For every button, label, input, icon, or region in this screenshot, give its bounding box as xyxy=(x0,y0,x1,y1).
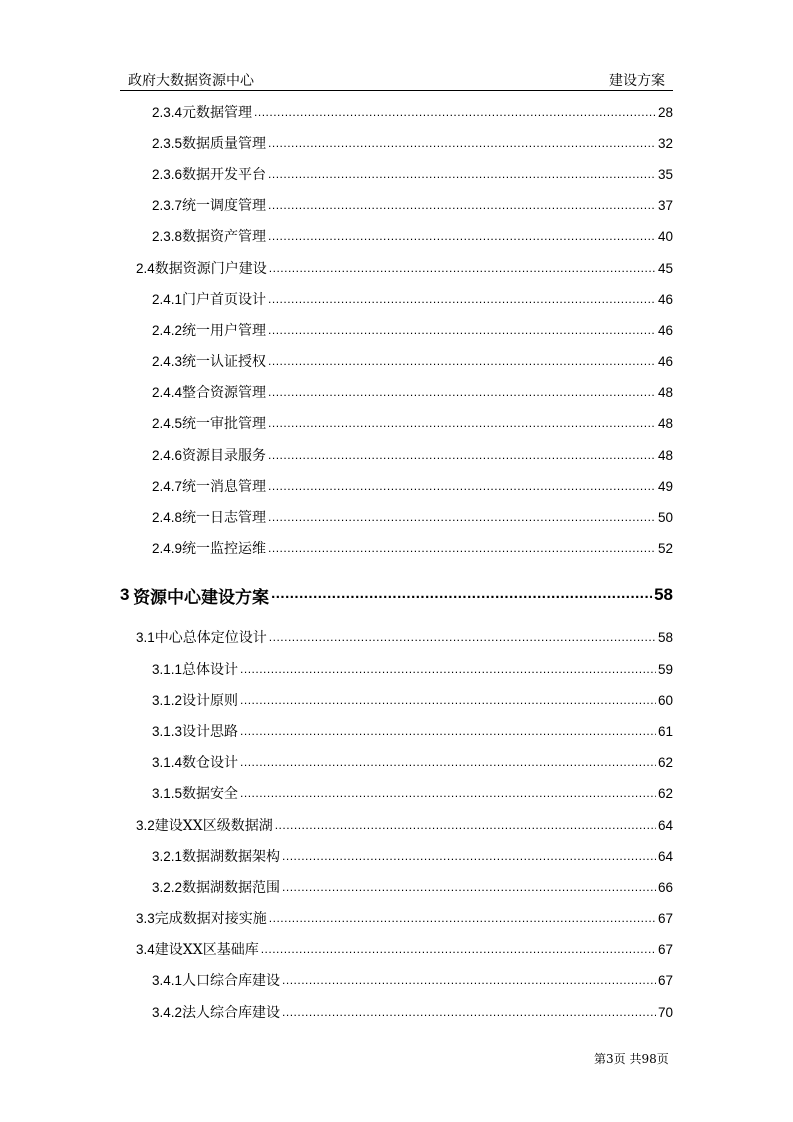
toc-dot-leader xyxy=(240,754,656,770)
toc-entry-title: 完成数据对接实施 xyxy=(154,911,267,927)
toc-entry[interactable] xyxy=(0,351,793,371)
toc-entry-title: 数据安全 xyxy=(182,786,239,802)
toc-entry-number: 3.1.3 xyxy=(152,723,183,739)
toc-entry-number: 3.1.5 xyxy=(152,785,183,801)
toc-dot-leader xyxy=(240,661,656,677)
toc-dot-leader xyxy=(268,197,656,213)
toc-entry-title: 统一监控运维 xyxy=(182,541,267,557)
toc-dot-leader xyxy=(275,817,656,833)
toc-dot-leader xyxy=(268,353,656,369)
toc-entry-page-number: 62 xyxy=(657,754,673,770)
toc-dot-leader xyxy=(269,629,656,645)
toc-dot-leader xyxy=(282,1004,656,1020)
toc-entry-title: 法人综合库建设 xyxy=(182,1005,281,1021)
toc-entry-title: 统一消息管理 xyxy=(182,479,267,495)
toc-entry[interactable] xyxy=(0,752,793,772)
toc-dot-leader xyxy=(269,910,656,926)
toc-entry-number: 3.4.1 xyxy=(152,972,183,988)
toc-entry-title: 元数据管理 xyxy=(182,105,253,121)
header-document-title: 政府大数据资源中心 xyxy=(128,73,254,89)
toc-entry-number: 2.4.6 xyxy=(152,447,183,463)
toc-dot-leader xyxy=(240,785,656,801)
toc-dot-leader xyxy=(268,478,656,494)
toc-entry-number: 2.4.3 xyxy=(152,353,183,369)
toc-entry-title: 中心总体定位设计 xyxy=(154,630,267,646)
toc-entry-title: 数据资源门户建设 xyxy=(154,261,267,277)
toc-entry-number: 2.3.4 xyxy=(152,104,183,120)
toc-entry[interactable] xyxy=(0,195,793,215)
toc-entry-page-number: 40 xyxy=(657,228,673,244)
toc-dot-leader xyxy=(269,260,656,276)
toc-entry-page-number: 49 xyxy=(657,478,673,494)
toc-entry-number: 2.4.9 xyxy=(152,540,183,556)
toc-entry[interactable] xyxy=(0,164,793,184)
toc-entry[interactable] xyxy=(0,659,793,679)
toc-entry[interactable] xyxy=(0,581,793,609)
toc-entry-page-number: 52 xyxy=(657,540,673,556)
toc-entry-page-number: 32 xyxy=(657,135,673,151)
toc-dot-leader xyxy=(240,692,656,708)
toc-entry-page-number: 64 xyxy=(657,848,673,864)
toc-entry-title: 数据质量管理 xyxy=(182,136,267,152)
toc-entry-number: 3.2.1 xyxy=(152,848,183,864)
toc-entry[interactable] xyxy=(0,320,793,340)
toc-entry-page-number: 61 xyxy=(657,723,673,739)
toc-entry-number: 2.3.7 xyxy=(152,197,183,213)
toc-entry-number: 3 xyxy=(120,585,130,604)
toc-entry-title: 资源目录服务 xyxy=(182,448,267,464)
toc-entry[interactable] xyxy=(0,538,793,558)
toc-entry-number: 2.4.1 xyxy=(152,291,183,307)
toc-entry-page-number: 67 xyxy=(657,941,673,957)
toc-dot-leader xyxy=(268,384,656,400)
toc-entry[interactable] xyxy=(0,226,793,246)
toc-entry-number: 2.3.8 xyxy=(152,228,183,244)
toc-dot-leader xyxy=(271,585,652,605)
toc-entry[interactable] xyxy=(0,507,793,527)
toc-entry-title: 总体设计 xyxy=(182,662,239,678)
toc-entry-number: 2.3.5 xyxy=(152,135,183,151)
toc-entry-number: 3.3 xyxy=(136,910,155,926)
toc-entry[interactable] xyxy=(0,939,793,959)
toc-entry-title: 数据湖数据架构 xyxy=(182,849,281,865)
toc-entry[interactable] xyxy=(0,721,793,741)
toc-entry[interactable] xyxy=(0,133,793,153)
toc-entry-title: 数据湖数据范围 xyxy=(182,880,281,896)
toc-entry-title: 统一用户管理 xyxy=(182,323,267,339)
toc-dot-leader xyxy=(268,540,656,556)
toc-entry-page-number: 50 xyxy=(657,509,673,525)
toc-entry-number: 3.2.2 xyxy=(152,879,183,895)
toc-dot-leader xyxy=(282,848,656,864)
toc-entry-number: 2.4.8 xyxy=(152,509,183,525)
toc-entry-title: 数据开发平台 xyxy=(182,167,267,183)
toc-entry[interactable] xyxy=(0,413,793,433)
toc-entry-number: 2.4.7 xyxy=(152,478,183,494)
toc-dot-leader xyxy=(268,415,656,431)
toc-entry-page-number: 45 xyxy=(657,260,673,276)
toc-entry-page-number: 66 xyxy=(657,879,673,895)
toc-entry-page-number: 58 xyxy=(654,585,673,604)
toc-entry-page-number: 46 xyxy=(657,291,673,307)
toc-entry-page-number: 48 xyxy=(657,384,673,400)
toc-entry-page-number: 35 xyxy=(657,166,673,182)
toc-entry-number: 2.4 xyxy=(136,260,155,276)
toc-entry-title: 建设XX区基础库 xyxy=(154,942,259,958)
toc-entry-page-number: 37 xyxy=(657,197,673,213)
toc-entry-number: 3.1 xyxy=(136,629,155,645)
toc-dot-leader xyxy=(240,723,656,739)
toc-entry-title: 统一调度管理 xyxy=(182,198,267,214)
toc-entry-title: 门户首页设计 xyxy=(182,292,267,308)
toc-entry-number: 3.1.4 xyxy=(152,754,183,770)
toc-entry-page-number: 46 xyxy=(657,353,673,369)
toc-entry[interactable] xyxy=(0,690,793,710)
toc-entry-title: 设计思路 xyxy=(182,724,239,740)
toc-entry-title: 数据资产管理 xyxy=(182,229,267,245)
toc-entry[interactable] xyxy=(0,908,793,928)
toc-entry-page-number: 58 xyxy=(657,629,673,645)
toc-entry-page-number: 67 xyxy=(657,910,673,926)
toc-entry[interactable] xyxy=(0,289,793,309)
toc-dot-leader xyxy=(268,291,656,307)
toc-entry-number: 2.4.4 xyxy=(152,384,183,400)
toc-entry[interactable] xyxy=(0,877,793,897)
toc-entry[interactable] xyxy=(0,476,793,496)
toc-dot-leader xyxy=(261,941,656,957)
toc-entry-page-number: 48 xyxy=(657,415,673,431)
toc-entry[interactable] xyxy=(0,382,793,402)
toc-entry-number: 2.3.6 xyxy=(152,166,183,182)
toc-entry-number: 2.4.2 xyxy=(152,322,183,338)
toc-entry[interactable] xyxy=(0,258,793,278)
toc-entry-title: 数仓设计 xyxy=(182,755,239,771)
toc-dot-leader xyxy=(268,447,656,463)
toc-entry-title: 整合资源管理 xyxy=(182,385,267,401)
toc-dot-leader xyxy=(282,972,656,988)
toc-entry[interactable] xyxy=(0,815,793,835)
page-footer xyxy=(0,1050,793,1066)
toc-dot-leader xyxy=(268,166,656,182)
toc-entry[interactable] xyxy=(0,970,793,990)
toc-entry-page-number: 48 xyxy=(657,447,673,463)
toc-entry-page-number: 67 xyxy=(657,972,673,988)
toc-entry-title: 资源中心建设方案 xyxy=(133,587,270,608)
toc-dot-leader xyxy=(282,879,656,895)
toc-entry-title: 设计原则 xyxy=(182,693,239,709)
toc-entry[interactable] xyxy=(0,102,793,122)
toc-entry-page-number: 64 xyxy=(657,817,673,833)
toc-dot-leader xyxy=(268,509,656,525)
toc-entry-number: 2.4.5 xyxy=(152,415,183,431)
toc-entry-number: 3.1.2 xyxy=(152,692,183,708)
toc-entry-title: 统一认证授权 xyxy=(182,354,267,370)
toc-dot-leader xyxy=(254,104,656,120)
toc-entry-title: 统一审批管理 xyxy=(182,416,267,432)
toc-entry-page-number: 46 xyxy=(657,322,673,338)
toc-dot-leader xyxy=(268,228,656,244)
toc-entry[interactable] xyxy=(0,846,793,866)
toc-entry-title: 统一日志管理 xyxy=(182,510,267,526)
toc-entry-title: 建设XX区级数据湖 xyxy=(154,818,273,834)
toc-entry[interactable] xyxy=(0,783,793,803)
toc-entry-number: 3.2 xyxy=(136,817,155,833)
toc-entry-page-number: 62 xyxy=(657,785,673,801)
toc-entry-page-number: 60 xyxy=(657,692,673,708)
toc-entry-number: 3.1.1 xyxy=(152,661,183,677)
toc-entry-number: 3.4.2 xyxy=(152,1004,183,1020)
toc-entry-page-number: 59 xyxy=(657,661,673,677)
toc-entry[interactable] xyxy=(0,445,793,465)
toc-dot-leader xyxy=(268,322,656,338)
toc-entry-page-number: 28 xyxy=(657,104,673,120)
toc-entry-title: 人口综合库建设 xyxy=(182,973,281,989)
toc-entry[interactable] xyxy=(0,627,793,647)
toc-entry[interactable] xyxy=(0,1002,793,1022)
toc-dot-leader xyxy=(268,135,656,151)
page-number: 第3页 共98页 xyxy=(594,1052,669,1066)
header-section-name: 建设方案 xyxy=(609,73,665,89)
toc-entry-number: 3.4 xyxy=(136,941,155,957)
toc-entry-page-number: 70 xyxy=(657,1004,673,1020)
